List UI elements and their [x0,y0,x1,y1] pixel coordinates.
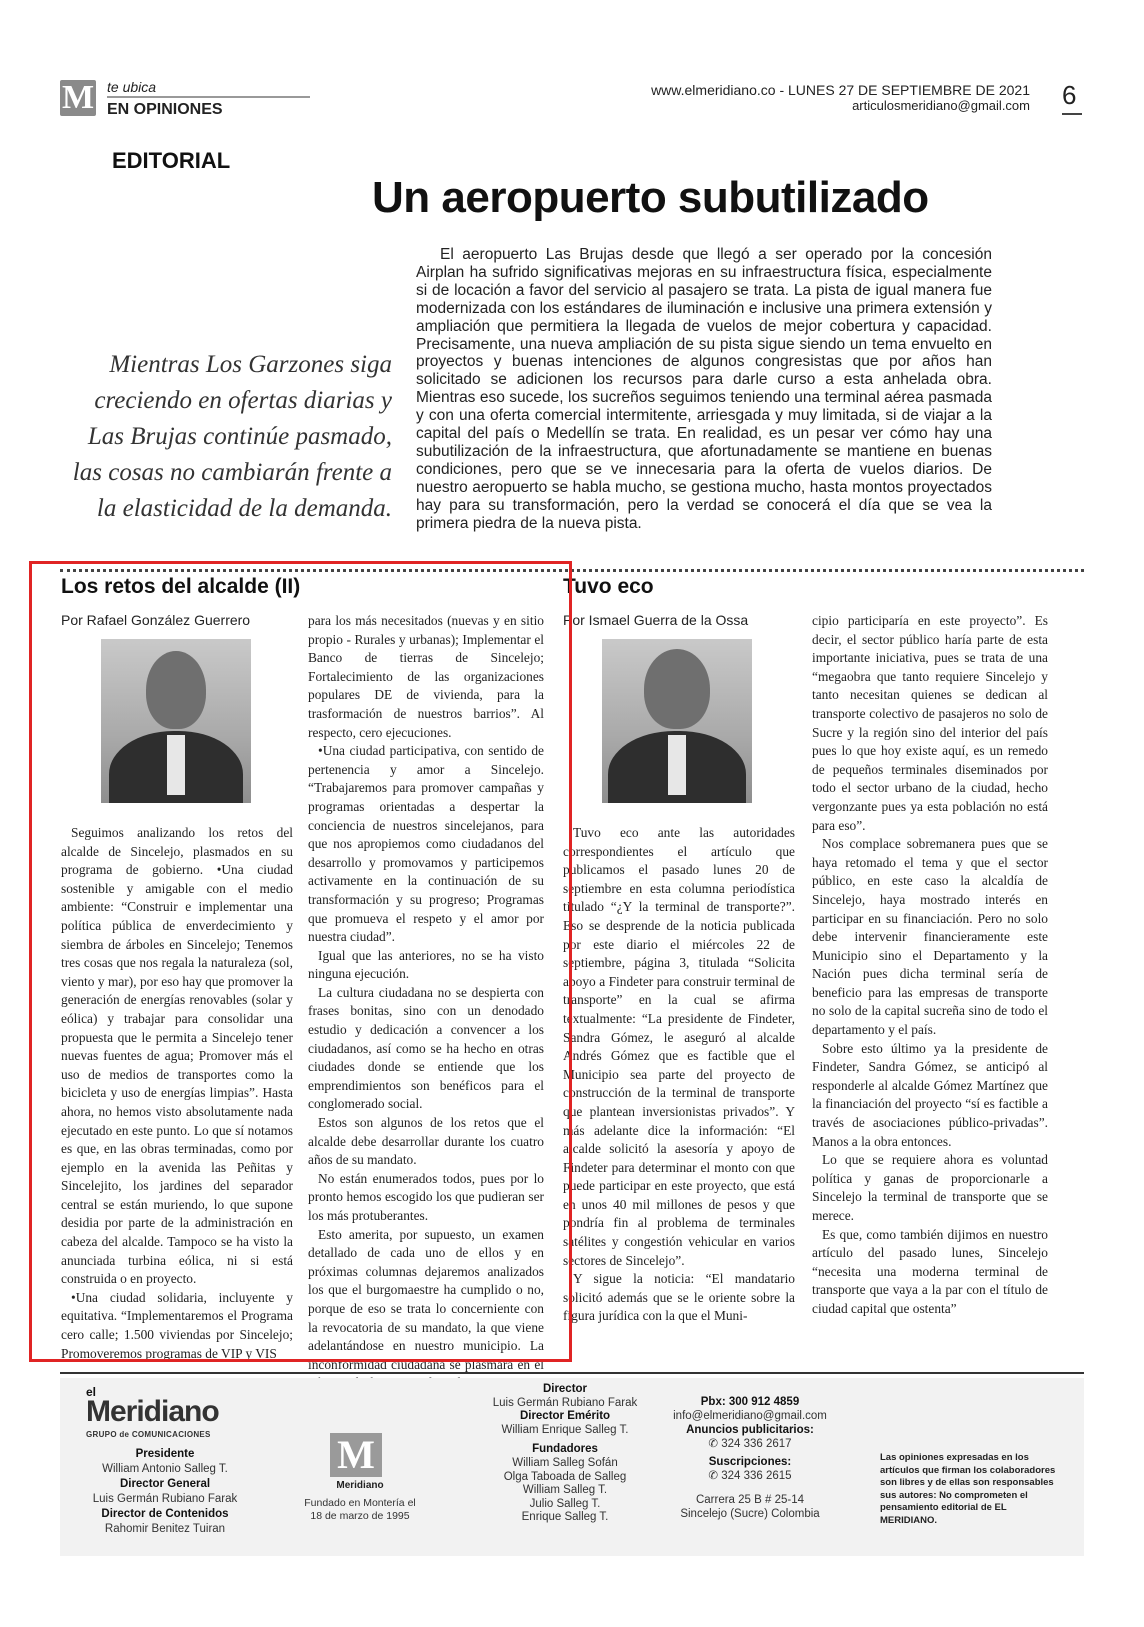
staff-block [75,1447,255,1537]
info-email: info@elmeridiano@gmail.com [673,1410,827,1422]
article2-byline: Por Ismael Guerra de la Ossa [563,612,749,628]
paragraph: para los más necesitados (nuevas y en sitio propio - Rurales y urbanas); Implementar el Banco de tierras de Sincelejo; Fortalecimiento de las organizaciones populares DE de vivienda, para la trasformación de nuestros barrios”. Al respecto, cero ejecuciones. [308,613,544,740]
article2-title: Tuvo eco [563,575,654,598]
article1-byline: Por Rafael González Guerrero [61,612,251,628]
opinion-disclaimer: Las opiniones expresadas en los artículos que firman los colaboradores son libres y de ellas son responsables sus autores: No comprometen el pensamiento editorial de EL MERIDIANO. [880,1452,1056,1526]
contact-email: articulosmeridiano@gmail.com [852,98,1030,113]
editorial-title: Un aeropuerto subutilizado [372,173,929,222]
staff-name: Luis Germán Rubiano Farak [492,1396,638,1409]
label: Director General [119,1478,211,1490]
label: Suscripciones: [708,1456,792,1468]
ads-phone: 324 336 2617 [721,1438,792,1450]
article2-column2 [812,612,1048,1319]
article2-column1 [563,824,795,1326]
editorial-body [416,246,992,533]
city: Sincelejo (Sucre) Colombia [680,1508,820,1520]
paragraph: Esto amerita, por supuesto, un examen detallado de cada uno de ellos y en próximas columnas dejaremos analizados los que el burgomaestre ha cumplido o no, porque de eso se trata lo concerniente con la revocatoria de su mandato, la que viene adelantándose en nuestro municipio. La inconformidad ciudadana se plasmará en el [308,1226,544,1372]
founded-note: Fundado en Montería el 18 de marzo de 1995 [304,1497,416,1522]
founder: Enrique Salleg T. [521,1511,609,1524]
page-number: 6 [1062,80,1077,110]
meridiano-logo: M [61,79,95,116]
label: Director de Contenidos [101,1508,229,1520]
directors-block [470,1383,660,1525]
label: Fundadores [532,1443,598,1456]
editorial-paragraph: El aeropuerto Las Brujas desde que llegó a ser operado por la concesión Airplan ha sufrido significativas mejoras en su infraestructura física, especialmente si de locación a favor del servicio al pasajero se trata. La pista de igual manera fue modernizada con los estándares de iluminación e inclusive una primera extensión y ampliación que permitiera la llegada de vuelos de mejor cobertura y capacidad. Precisamente, una nueva ampliación de su pista sigue siendo un tema envuelto en proyectos y buenas intenciones de algunos congresistas que por años han solicitado se adicionen los recursos para darle curso a esta anhelada obra. Mientras eso sucede, los sucreños seguimos teniendo una terminal aérea pasmada y con una oferta comercial intermitente, arriesgada y muy limitada, si de viajar a la capital del país o Medellín se trata. En realidad, es un pesar ver cómo hay una subutilización de la infraestructura, que afortunadamente se mantiene en buenas condiciones, pero que se ve innecesaria para la oferta de vuelos diarios. De nuestro aeropuerto se habla mucho, se gestiona mucho, hasta montos proyectados hay para su transformación, pero la verdad se conocerá el día que se vea la primera piedra de la nueva pista. [416,246,992,532]
whatsapp-icon: ✆ [708,1438,719,1450]
staff-name: William Enrique Salleg T. [501,1423,629,1436]
paragraph: La cultura ciudadana no se despierta con frases bonitas, sino con un denodado estudio y dedicación a convencer a los ciudadanos, así como se ha hecho en otras ciudades donde se entiende que los emprendimientos son benéficos para el conglomerado social. [308,984,544,1112]
site-and-date: www.elmeridiano.co - LUNES 27 DE SEPTIEMBRE DE 2021 [651,82,1030,98]
founder: Olga Taboada de Salleg [503,1470,627,1483]
founder: Julio Salleg T. [529,1497,601,1510]
section-rule [107,96,310,98]
staff-name: Rahomir Benitez Tuiran [104,1523,226,1535]
paragraph: Sobre esto último ya la presidente de Findeter, Sandra Gómez, se anticipó al responderle al alcalde Gómez Martínez que la financiación del proyecto “sí es factible a través de asociaciones público-privadas”. Manos a la obra entonces. [812,1040,1048,1149]
address: Carrera 25 B # 25-14 [695,1494,805,1506]
editorial-pullquote: Mientras Los Garzones siga creciendo en ofertas diarias y Las Brujas continúe pasmado, las cosas no cambiarán frente a la elasticidad de la demanda. [72,351,392,522]
label: Director Emérito [519,1410,611,1423]
label: Director [542,1383,588,1395]
subscriptions-phone: 324 336 2615 [721,1470,792,1482]
author-photo-ismael [602,639,752,803]
footer-rule [60,1372,1084,1374]
paragraph: Tuvo eco ante las autoridades correspondientes el artículo que publicamos el pasado lunes 20 de septiembre en esta columna periodística titulado “¿Y la terminal de transporte?”. Eso se desprende de la noticia publicada por este diario el miércoles 22 de septiembre, página 3, titulada “Solicita apoyo a Findeter para construir terminal de transporte” en la cual se afirma textualmente: “La presidente de Findeter, Sandra Gómez, le aseguró al alcalde Andrés Gómez que es factible que el Municipio sea parte del proyecto de construcción de la terminal de transporte que plantean inversionistas privados”. Y más adelante dice la información: “El alcalde solicitó la asesoría y apoyo de Findeter para determinar el monto con que puede participar en este proyecto, que está en unos 40 mil millones de pesos y que pondría fin al problema de terminales satélites y congestión vehicular en varios sectores de Sincelejo”. [563,825,795,1268]
whatsapp-icon: ✆ [708,1470,719,1482]
contact-block [660,1395,840,1521]
staff-name: William Antonio Salleg T. [102,1463,228,1475]
paragraph: Seguimos analizando los retos del alcalde de Sincelejo, plasmados en su programa de gobierno. •Una ciudad sostenible y amigable con el medio ambiente: “Construir e implementar una política pública de enverdecimiento y siembra de árboles en Sincelejo; Tenemos tres cosas que nos regala la naturaleza (sol, viento y mar), por eso hay que promover la generación de energías renovables (solar y eólica) y trabajar para consolidar una propuesta que le permita a Sincelejo tener nuevas fuentes de agua; Promover más el uso de medios de transportes como la bicicleta y uso de energías limpias”. Hasta ahora, no hemos visto absolutamente nada ejecutado en este punto. Lo que sí notamos es que, en las obras terminadas, como por ejemplo en la avenida las Peñitas y Sincelejito, los jardines del separador central se están muriendo, lo que supone desidia por parte de la administración en cabeza del alcalde. Tampoco se ha visto la anunciada turbina eólica, ni si está construida o en proyecto. [61,825,293,1287]
footer-logo-subtitle: GRUPO de COMUNICACIONES [86,1430,211,1439]
staff-name: Luis Germán Rubiano Farak [92,1493,238,1505]
paragraph: Estos son algunos de los retos que el alcalde debe desarrollar durante los cuatro años de su mandato. [308,1115,544,1168]
label: Presidente [135,1448,195,1460]
page-number-rule [1062,113,1082,115]
article1-title: Los retos del alcalde (II) [61,575,301,598]
editorial-label: EDITORIAL [112,148,231,173]
paragraph: •Una ciudad participativa, con sentido de pertenencia y amor a Sincelejo. “Trabajaremos para promover campañas y programas orientadas a despertar la conciencia de nuestros sincelejanos, para que nos apropiemos como ciudadanos del desarrollo y promovamos y participemos activamente en la continuación de su transformación y su progreso; Programas que promueva el respeto y el amor por nuestra ciudad”. [308,743,544,945]
paragraph: Y sigue la noticia: “El mandatario solicitó además que se le oriente sobre la figura jurídica con la que el Muni- [563,1271,795,1324]
paragraph: Igual que las anteriores, no se ha visto ninguna ejecución. [308,947,544,982]
paragraph: Lo que se requiere ahora es voluntad política y ganas de proporcionarle a Sincelejo la terminal de transporte que se merece. [812,1152,1048,1223]
footer-m-logo: M [330,1433,382,1477]
tagline: te ubica [107,79,157,95]
label: Anuncios publicitarios: [686,1424,814,1436]
founder: William Salleg Sofán [512,1456,618,1469]
highlight-box [29,561,572,1362]
footer-logo-article: el [86,1385,97,1399]
paragraph: •Una ciudad solidaria, incluyente y equitativa. “Implementaremos el Programa cero calle; 1.500 viviendas por Sincelejo; Promoveremos programas de VIP y VIS [61,1289,293,1361]
paragraph: cipio participaría en este proyecto”. Es decir, el sector público haría parte de esta importante iniciativa, pues se trata de una “megaobra que tanto requiere Sincelejo y tanto necesitan quienes se dedican al transporte colectivo de pasajeros no solo de Sucre y la región sino del interior del país pues lo que hoy existe aquí, es un remedo de pequeños terminales diseminados por todo el sector urbano de la ciudad, hecho vergonzante pues ya esta población no está para eso”. [812,613,1048,833]
footer-m-name: Meridiano [336,1480,384,1491]
section-name: EN OPINIONES [107,101,223,118]
footer-logo: Meridiano [86,1395,219,1428]
paragraph: No están enumerados todos, pues por lo pronto hemos escogido los que pudieran ser los más protuberantes. [308,1170,544,1223]
pbx: Pbx: 300 912 4859 [700,1396,800,1408]
paragraph: Nos complace sobremanera pues que se haya retomado el tema y que el sector público, en este caso la alcaldía de Sincelejo, haya mostrado interés en participar en su financiación. Pero no solo debe intervenir financieramente este Municipio sino el Departamento y la Nación pues dicha terminal sería de beneficio para las empresas de transporte no solo de la capital sucreña sino de todo el departamento y el país. [812,836,1048,1038]
founder: William Salleg T. [522,1484,608,1497]
paragraph: Es que, como también dijimos en nuestro artículo del pasado lunes, Sincelejo “necesita una moderna terminal de transporte que vaya a la par con el título de ciudad capital que ostenta” [812,1226,1048,1316]
